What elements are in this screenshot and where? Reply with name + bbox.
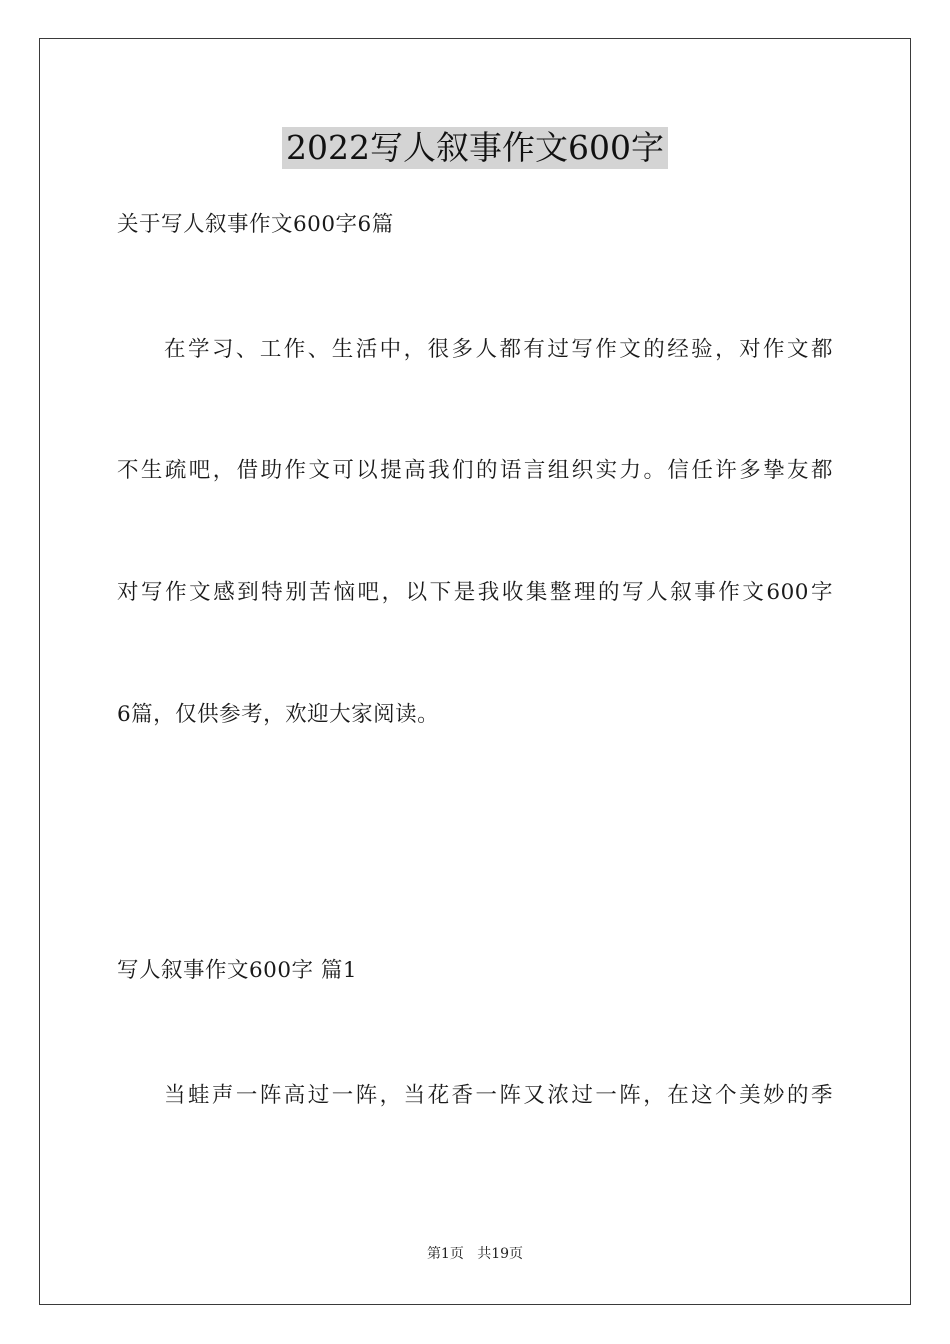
- document-title: 2022写人叙事作文600字: [282, 127, 668, 169]
- section-heading: 写人叙事作文600字 篇1: [117, 958, 358, 983]
- page-footer: [0, 1244, 950, 1264]
- title-container: [0, 127, 950, 169]
- intro-line-3: 对写作文感到特别苦恼吧，以下是我收集整理的写人叙事作文600字: [117, 580, 833, 605]
- intro-line-1: 在学习、工作、生活中，很多人都有过写作文的经验，对作文都: [164, 337, 833, 362]
- footer-total-pages: 共19页: [477, 1246, 524, 1262]
- footer-current-page: 第1页: [426, 1246, 464, 1262]
- document-subtitle: 关于写人叙事作文600字6篇: [117, 212, 394, 237]
- section-first-line: 当蛙声一阵高过一阵，当花香一阵又浓过一阵，在这个美妙的季: [164, 1083, 833, 1108]
- intro-line-4: 6篇，仅供参考，欢迎大家阅读。: [117, 702, 440, 727]
- intro-line-2: 不生疏吧，借助作文可以提高我们的语言组织实力。信任许多挚友都: [117, 458, 833, 483]
